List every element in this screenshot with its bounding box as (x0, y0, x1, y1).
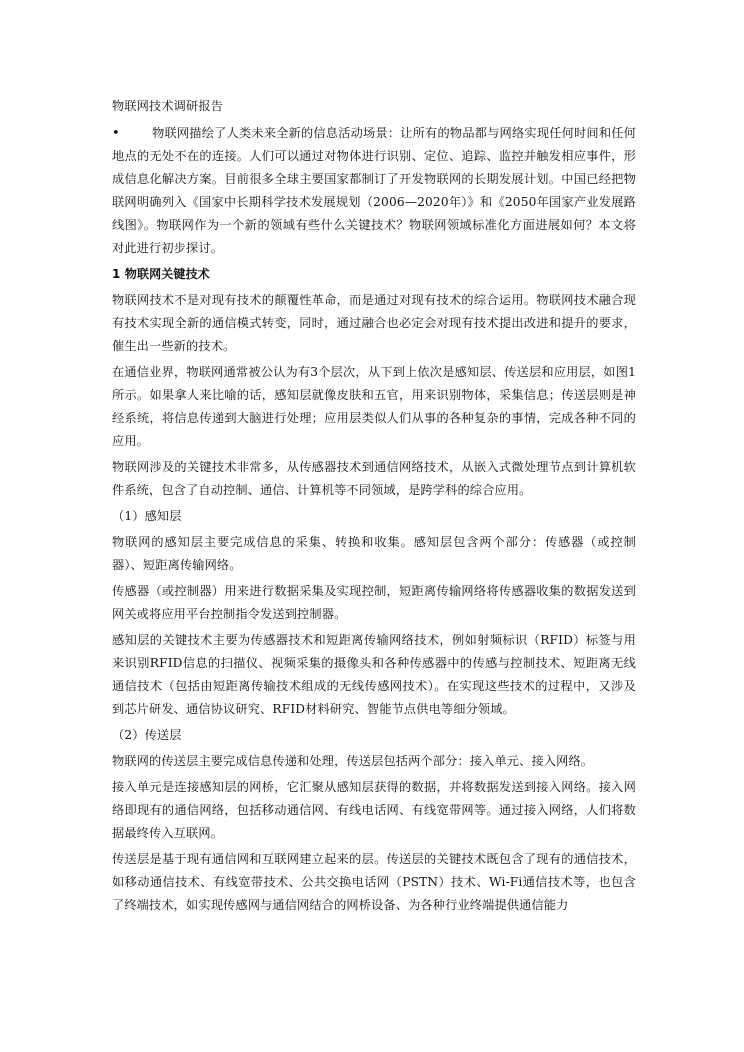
paragraph: 物联网涉及的关键技术非常多，从传感器技术到通信网络技术，从嵌入式微处理节点到计算机软件系统，包含了自动控制、通信、计算机等不同领域，是跨学科的综合应用。 (112, 460, 636, 497)
document-title: 物联网技术调研报告 (112, 99, 224, 113)
document-body (112, 95, 636, 920)
subsection-heading: （2）传送层 (112, 728, 182, 742)
paragraph: 传感器（或控制器）用来进行数据采集及实现控制，短距离传输网络将传感器收集的数据发送到网关或将应用平台控制指令发送到控制器。 (112, 584, 636, 621)
section-heading: 1 物联网关键技术 (112, 267, 210, 281)
intro-paragraph (112, 122, 636, 260)
bullet-icon: • (112, 126, 120, 141)
paragraph: 传送层是基于现有通信网和互联网建立起来的层。传送层的关键技术既包含了现有的通信技术，如移动通信技术、有线宽带技术、公共交换电话网（PSTN）技术、Wi-Fi通信技术等，也包含了终端技术，如实现传感网与通信网结合的网桥设备、为各种行业终端提供通信能力 (112, 852, 636, 912)
subsection-heading: （1）感知层 (112, 509, 182, 523)
paragraph: 物联网的感知层主要完成信息的采集、转换和收集。感知层包含两个部分：传感器（或控制器）、短距离传输网络。 (112, 535, 636, 572)
paragraph: 感知层的关键技术主要为传感器技术和短距离传输网络技术，例如射频标识（RFID）标签与用来识别RFID信息的扫描仪、视频采集的摄像头和各种传感器中的传感与控制技术、短距离无线通信技术（包括由短距离传输技术组成的无线传感网技术）。在实现这些技术的过程中，又涉及到芯片研发、通信协议研究、RFID材料研究、智能节点供电等细分领域。 (112, 633, 636, 716)
paragraph: 接入单元是连接感知层的网桥，它汇聚从感知层获得的数据，并将数据发送到接入网络。接入网络即现有的通信网络，包括移动通信网、有线电话网、有线宽带网等。通过接入网络，人们将数据最终传入互联网。 (112, 780, 636, 840)
intro-text: 物联网描绘了人类未来全新的信息活动场景：让所有的物品都与网络实现任何时间和任何地点的无处不在的连接。人们可以通过对物体进行识别、定位、追踪、监控并触发相应事件，形成信息化解决方案。目前很多全球主要国家都制订了开发物联网的长期发展计划。中国已经把物联网明确列入《国家中长期科学技术发展规划（2006—2020年）》和《2050年国家产业发展路线图》。物联网作为一个新的领域有些什么关键技术？物联网领域标准化方面进展如何？本文将对此进行初步探讨。 (112, 126, 636, 255)
paragraph: 物联网的传送层主要完成信息传递和处理，传送层包括两个部分：接入单元、接入网络。 (112, 754, 594, 768)
paragraph: 在通信业界，物联网通常被公认为有3个层次，从下到上依次是感知层、传送层和应用层，如图1所示。如果拿人来比喻的话，感知层就像皮肤和五官，用来识别物体，采集信息；传送层则是神经系统，将信息传递到大脑进行处理；应用层类似人们从事的各种复杂的事情，完成各种不同的应用。 (112, 365, 636, 448)
paragraph: 物联网技术不是对现有技术的颠覆性革命，而是通过对现有技术的综合运用。物联网技术融合现有技术实现全新的通信模式转变，同时，通过融合也必定会对现有技术提出改进和提升的要求，催生出一些新的技术。 (112, 293, 636, 353)
